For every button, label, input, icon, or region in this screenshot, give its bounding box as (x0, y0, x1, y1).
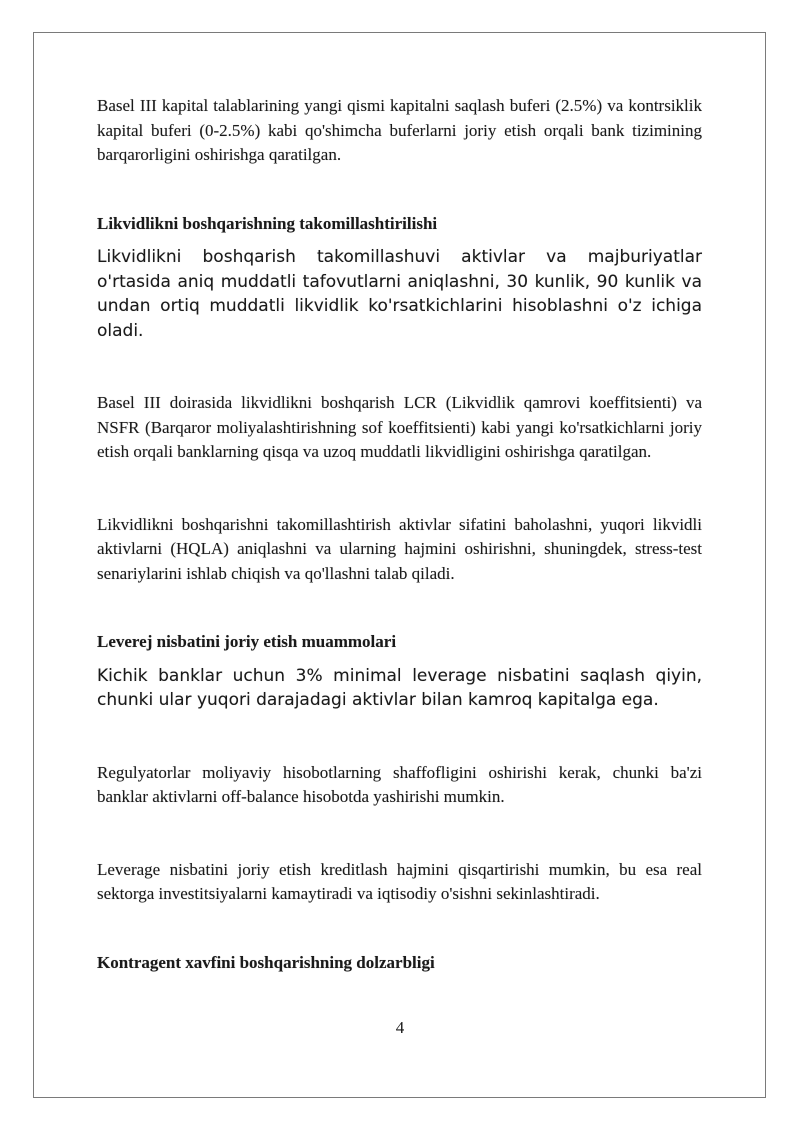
page-content (97, 94, 702, 975)
paragraph-basel-buffers: Basel III kapital talablarining yangi qismi kapitalni saqlash buferi (2.5%) va kontrsiklik kapital buferi (0-2.5%) kabi qo'shimcha buferlarni joriy etish orqali bank tizimining barqarorligini oshirishga qaratilgan. (97, 96, 702, 164)
heading-leverage-ratio: Leverej nisbatini joriy etish muammolari (97, 632, 397, 651)
paragraph-small-banks-leverage: Kichik banklar uchun 3% minimal leverage nisbatini saqlash qiyin, chunki ular yuqori darajadagi aktivlar bilan kamroq kapitalga ega. (97, 665, 702, 710)
paragraph-leverage-credit: Leverage nisbatini joriy etish kreditlash hajmini qisqartirishi mumkin, bu esa real sektorga investitsiyalarni kamaytiradi va iqtisodiy o'sishni sekinlashtiradi. (97, 859, 702, 903)
paragraph-regulators-transparency: Regulyatorlar moliyaviy hisobotlarning shaffofligini oshirishi kerak, chunki ba'zi banklar aktivlarni off-balance hisobotda yashirishi mumkin. (97, 762, 702, 806)
paragraph-liquidity-gaps: Likvidlikni boshqarish takomillashuvi aktivlar va majburiyatlar o'rtasida aniq muddatli tafovutlarni aniqlashni, 30 kunlik, 90 kunlik va undan ortiq muddatli likvidlik ko'rsatkichlarini hisoblashni o'z ichiga oladi. (97, 247, 702, 341)
paragraph-hqla-stress-test: Likvidlikni boshqarishni takomillashtirish aktivlar sifatini baholashni, yuqori likvidli aktivlarni (HQLA) aniqlashni va ularning hajmini oshirishni, shuningdek, stress-test senariylarini ishlab chiqish va qo'llashni talab qiladi. (97, 514, 702, 583)
heading-counterparty-risk: Kontragent xavfini boshqarishning dolzarbligi (97, 952, 435, 972)
paragraph-lcr-nsfr: Basel III doirasida likvidlikni boshqarish LCR (Likvidlik qamrovi koeffitsienti) va NSFR (Barqaror moliyalashtirishning sof koeffitsienti) kabi yangi ko'rsatkichlarni joriy etish orqali banklarning qisqa va uzoq muddatli likvidligini oshirishga qaratilgan. (97, 393, 702, 461)
heading-liquidity-management: Likvidlikni boshqarishning takomillashtirilishi (97, 213, 438, 233)
page-number: 4 (395, 1018, 405, 1037)
